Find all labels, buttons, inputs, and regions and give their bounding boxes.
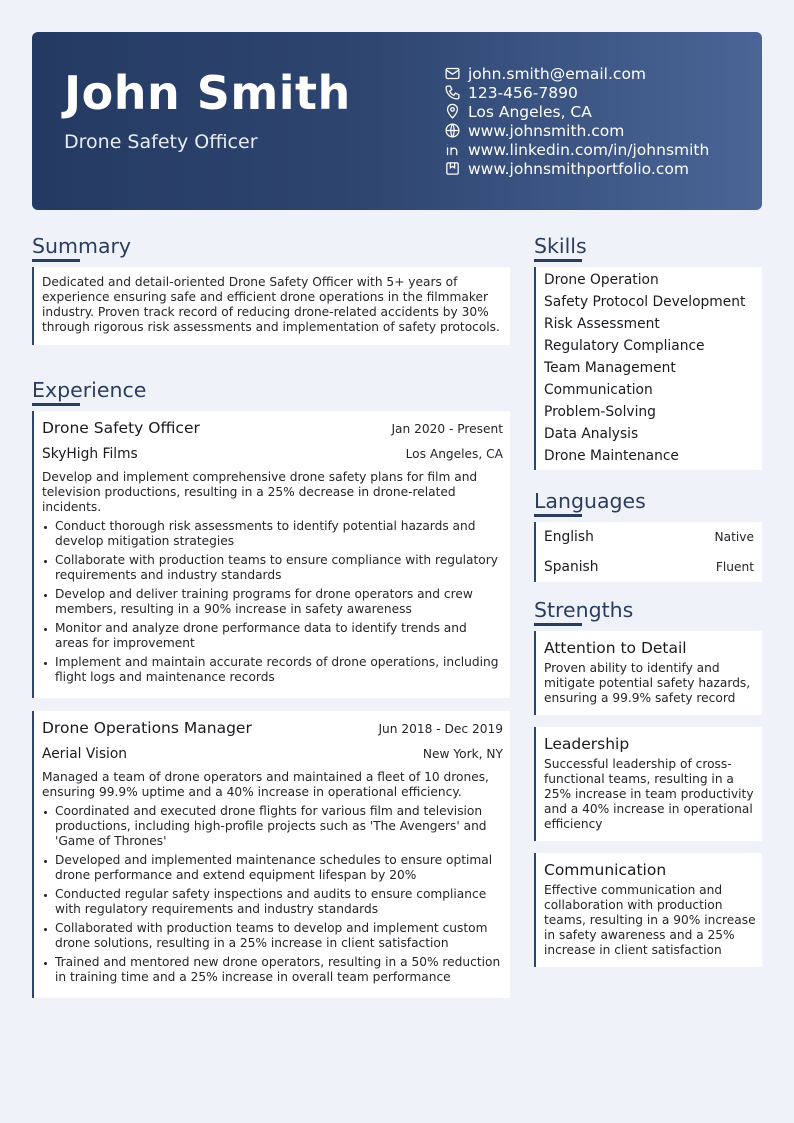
- languages-underline: [534, 514, 582, 517]
- summary-heading: Summary: [32, 234, 132, 258]
- portfolio-icon: [444, 160, 461, 177]
- strength-card: [534, 727, 762, 841]
- language-name: Spanish: [544, 559, 599, 575]
- strength-card: [534, 853, 762, 967]
- job-bullet: Monitor and analyze drone performance data to identify trends and areas for improvement: [42, 621, 503, 651]
- job-bullet: Trained and mentored new drone operators, resulting in a 50% reduction in training time and a 25% increase in overall team performance: [42, 955, 503, 985]
- contact-text: 123-456-7890: [468, 83, 578, 102]
- job-role: Drone Safety Officer: [42, 419, 200, 437]
- job-role: Drone Operations Manager: [42, 719, 252, 737]
- job-company: Aerial Vision: [42, 746, 128, 762]
- strength-title: Leadership: [544, 735, 630, 753]
- skills-heading: Skills: [534, 234, 587, 258]
- skill-item: Drone Operation: [544, 272, 659, 288]
- job-description: Develop and implement comprehensive drone safety plans for film and television productions, resulting in a 25% decrease in drone-related incidents.: [42, 470, 478, 514]
- skill-item: Drone Maintenance: [544, 448, 679, 464]
- experience-underline: [32, 403, 80, 406]
- job-bullet: Developed and implemented maintenance schedules to ensure optimal drone performance and extend equipment lifespan by 20%: [42, 853, 503, 883]
- job-dates: Jun 2018 - Dec 2019: [378, 722, 503, 736]
- resume-header: [32, 32, 762, 210]
- contact-linkedin[interactable]: [444, 140, 709, 159]
- contact-phone[interactable]: [444, 83, 709, 102]
- strength-title: Communication: [544, 861, 667, 879]
- contact-portfolio[interactable]: [444, 159, 709, 178]
- skill-item: Regulatory Compliance: [544, 338, 705, 354]
- skill-item: Communication: [544, 382, 653, 398]
- strength-description: Effective communication and collaboration with production teams, resulting in a 90% increase in safety awareness and a 25% increase in client satisfaction: [544, 883, 756, 957]
- envelope-icon: [444, 65, 461, 82]
- contact-text: www.johnsmith.com: [468, 121, 625, 140]
- strength-title: Attention to Detail: [544, 639, 687, 657]
- languages-card: [534, 522, 762, 582]
- job-entry: [32, 411, 510, 698]
- job-location: New York, NY: [422, 747, 503, 761]
- strengths-heading: Strengths: [534, 598, 634, 622]
- contact-email[interactable]: [444, 64, 709, 83]
- strengths-underline: [534, 623, 582, 626]
- language-name: English: [544, 529, 594, 545]
- contact-text: Los Angeles, CA: [468, 102, 592, 121]
- globe-icon: [444, 122, 461, 139]
- skill-item: Team Management: [544, 360, 676, 376]
- languages-heading: Languages: [534, 489, 646, 513]
- linkedin-icon: [444, 141, 461, 158]
- job-bullet: Collaborated with production teams to develop and implement custom drone solutions, resulting in a 25% increase in client satisfaction: [42, 921, 503, 951]
- job-bullet: Coordinated and executed drone flights for various film and television productions, including high-profile projects such as 'The Avengers' and 'Game of Thrones': [42, 804, 503, 849]
- candidate-name: John Smith: [64, 66, 351, 120]
- skill-item: Risk Assessment: [544, 316, 660, 332]
- job-description: Managed a team of drone operators and maintained a fleet of 10 drones, ensuring 99.9% uptime and a 40% increase in operational efficiency.: [42, 770, 489, 799]
- contact-location: [444, 102, 709, 121]
- experience-heading: Experience: [32, 378, 147, 402]
- skills-underline: [534, 259, 582, 262]
- contact-text: john.smith@email.com: [468, 64, 647, 83]
- strength-card: [534, 631, 762, 715]
- contact-text: www.linkedin.com/in/johnsmith: [468, 140, 710, 159]
- skill-item: Safety Protocol Development: [544, 294, 746, 310]
- job-bullet: Conduct thorough risk assessments to identify potential hazards and develop mitigation strategies: [42, 519, 503, 549]
- skills-card: [534, 267, 762, 470]
- job-company: SkyHigh Films: [42, 446, 138, 462]
- skill-item: Problem-Solving: [544, 404, 656, 420]
- contact-text: www.johnsmithportfolio.com: [468, 159, 689, 178]
- summary-underline: [32, 259, 80, 262]
- phone-icon: [444, 84, 461, 101]
- candidate-title: Drone Safety Officer: [64, 131, 258, 153]
- job-bullets: [42, 519, 503, 685]
- contact-list: [444, 64, 709, 178]
- skill-item: Data Analysis: [544, 426, 639, 442]
- language-level: Fluent: [715, 560, 754, 574]
- job-entry: [32, 711, 510, 998]
- job-bullet: Implement and maintain accurate records of drone operations, including flight logs and maintenance records: [42, 655, 503, 685]
- job-dates: Jan 2020 - Present: [391, 422, 503, 436]
- summary-card: [32, 267, 510, 345]
- language-level: Native: [714, 530, 754, 544]
- contact-website[interactable]: [444, 121, 709, 140]
- summary-text: Dedicated and detail-oriented Drone Safety Officer with 5+ years of experience ensuring safe and efficient drone operations in the filmmaker industry. Proven track record of reducing drone-related accidents by 30% through rigorous risk assessments and implementation of safety protocols.: [42, 275, 500, 334]
- language-row: [536, 552, 762, 582]
- job-location: Los Angeles, CA: [405, 447, 503, 461]
- job-bullet: Develop and deliver training programs for drone operators and crew members, resulting in a 90% increase in safety awareness: [42, 587, 503, 617]
- strength-description: Successful leadership of cross-functional teams, resulting in a 25% increase in team productivity and a 40% increase in operational efficiency: [544, 757, 754, 831]
- job-bullet: Conducted regular safety inspections and audits to ensure compliance with regulatory requirements and industry standards: [42, 887, 503, 917]
- location-pin-icon: [444, 103, 461, 120]
- job-bullet: Collaborate with production teams to ensure compliance with regulatory requirements and industry standards: [42, 553, 503, 583]
- strength-description: Proven ability to identify and mitigate potential safety hazards, ensuring a 99.9% safety record: [544, 661, 751, 705]
- job-bullets: [42, 804, 503, 985]
- language-row: [536, 522, 762, 552]
